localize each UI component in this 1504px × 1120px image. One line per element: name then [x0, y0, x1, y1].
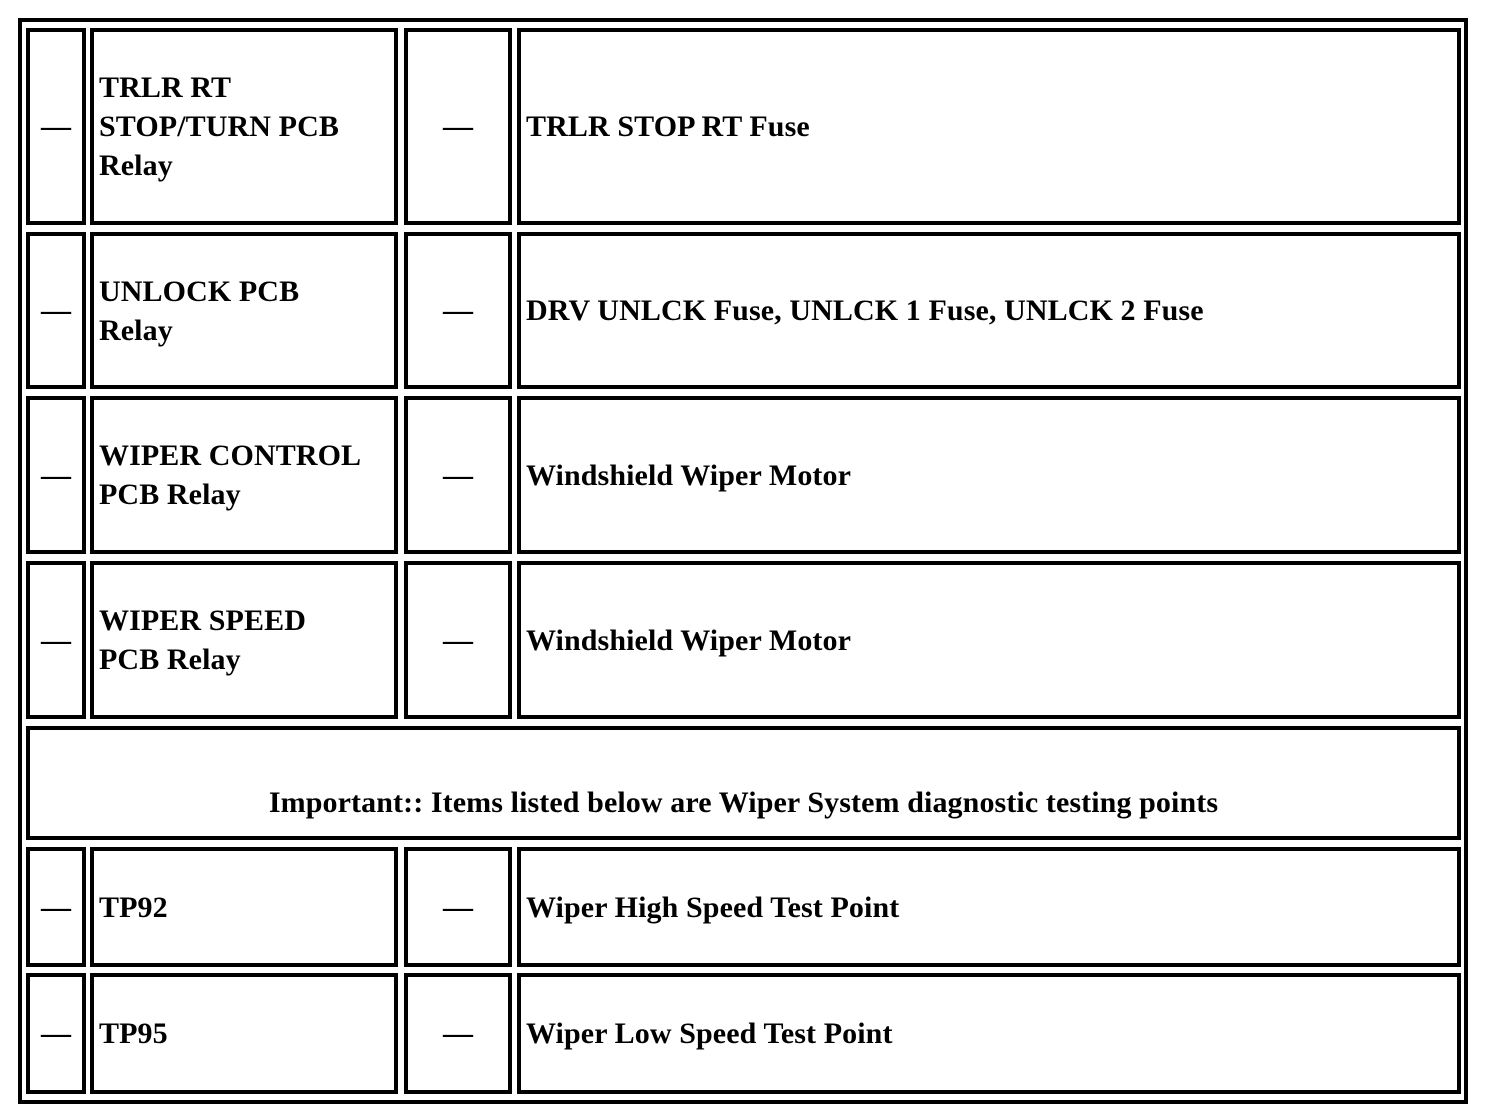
table-row-1-col3 — [404, 28, 512, 225]
table-row-5-name — [90, 847, 398, 967]
table-row-1-col1 — [26, 28, 86, 225]
table-row-4-desc — [517, 561, 1461, 719]
component-description: DRV UNLCK Fuse, UNLCK 1 Fuse, UNLCK 2 Fuse — [526, 294, 1204, 327]
table-row-2-name — [90, 232, 398, 389]
dash-cell: — — [443, 1017, 473, 1050]
component-name: TRLR RT STOP/TURN PCB Relay — [99, 71, 339, 182]
component-description: Wiper High Speed Test Point — [526, 890, 900, 924]
component-description: Windshield Wiper Motor — [526, 623, 852, 657]
table-row-1-name — [90, 28, 398, 225]
component-name: WIPER SPEED PCB Relay — [99, 604, 306, 676]
dash-cell: — — [443, 294, 473, 327]
component-name: TP95 — [99, 1017, 168, 1050]
component-name: TP92 — [99, 890, 168, 924]
table-row-4-name — [90, 561, 398, 719]
important-note: Important:: Items listed below are Wiper System diagnostic testing points — [268, 786, 1219, 819]
component-name: WIPER CONTROL PCB Relay — [99, 439, 360, 511]
component-description: TRLR STOP RT Fuse — [526, 110, 810, 143]
table-row-5-desc — [517, 847, 1461, 967]
table-row-3-col1 — [26, 396, 86, 554]
dash-cell: — — [41, 1017, 71, 1050]
table-row-3-name — [90, 396, 398, 554]
component-description: Wiper Low Speed Test Point — [526, 1017, 893, 1050]
table-row-3-col3 — [404, 396, 512, 554]
dash-cell: — — [41, 890, 71, 924]
component-name: UNLOCK PCB Relay — [99, 274, 300, 347]
table-row-2-desc — [517, 232, 1461, 389]
dash-cell: — — [41, 458, 71, 492]
dash-cell: — — [41, 294, 71, 327]
dash-cell: — — [443, 623, 473, 657]
important-note-row — [26, 726, 1461, 840]
dash-cell: — — [41, 110, 71, 143]
dash-cell: — — [41, 623, 71, 657]
table-row-5-col3 — [404, 847, 512, 967]
table-row-6-col3 — [404, 973, 512, 1094]
table-row-3-desc — [517, 396, 1461, 554]
table-row-6-desc — [517, 973, 1461, 1094]
table-row-5-col1 — [26, 847, 86, 967]
table-row-6-name — [90, 973, 398, 1094]
dash-cell: — — [443, 458, 473, 492]
table-row-2-col3 — [404, 232, 512, 389]
table-row-2-col1 — [26, 232, 86, 389]
dash-cell: — — [443, 890, 473, 924]
dash-cell: — — [443, 110, 473, 143]
table-row-4-col3 — [404, 561, 512, 719]
table-row-4-col1 — [26, 561, 86, 719]
table-row-1-desc — [517, 28, 1461, 225]
table-row-6-col1 — [26, 973, 86, 1094]
component-description: Windshield Wiper Motor — [526, 458, 852, 492]
